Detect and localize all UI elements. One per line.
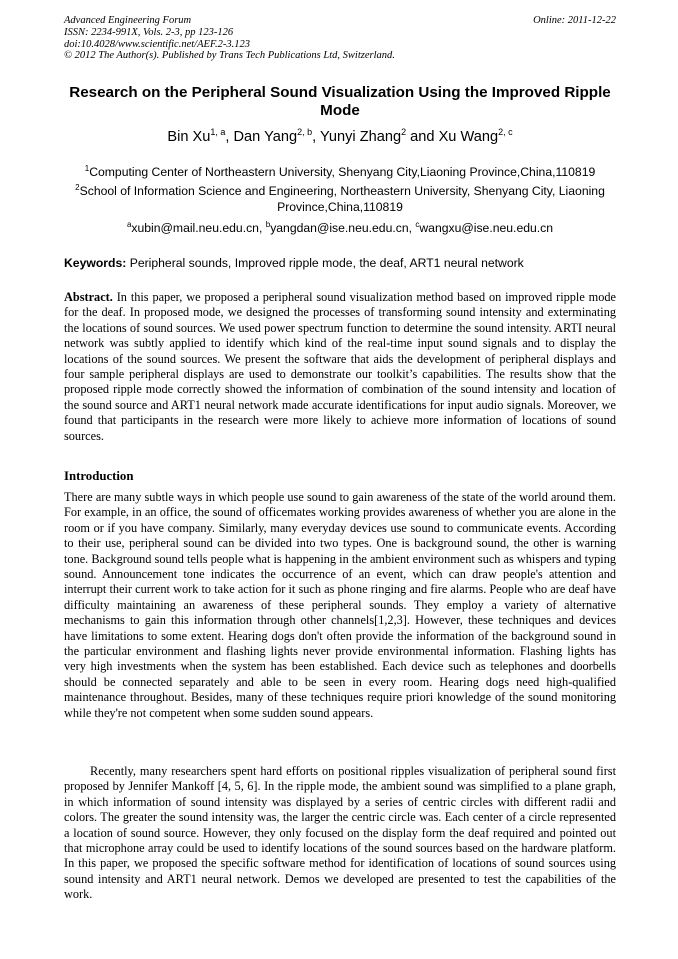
author-name: Dan Yang xyxy=(233,129,298,145)
email-address: yangdan@ise.neu.edu.cn, xyxy=(270,221,416,235)
author-separator: , xyxy=(225,129,234,145)
introduction-paragraph-2: Recently, many researchers spent hard efforts on positional ripples visualization of peripheral sound first proposed by Jennifer Mankoff [4, 5, 6]. In the ripple mode, the ambient sound was simplified to a plane graph, in which information of sound intensity was displayed by a series of centric circles with different radii and colors. The greater the sound intensity was, the larger the centric circle was. Each center of a circle represented a location of sound source. However, they only focused on the display form the deaf required and pointed out that microphone array could be used to identify locations of the sound sources based on the hardware platform. In this paper, we proposed the specific software method for identification of locations of sound sources using sound intensity and ART1 neural network. Demos we developed are presented to test the capabilities of the work. xyxy=(64,764,616,902)
author-name: Yunyi Zhang xyxy=(319,129,402,145)
issn-line: ISSN: 2234-991X, Vols. 2-3, pp 123-126 xyxy=(64,26,234,38)
journal-name: Advanced Engineering Forum xyxy=(64,15,192,26)
abstract xyxy=(64,290,616,444)
author-emails xyxy=(64,220,616,236)
affiliation-2 xyxy=(64,183,616,215)
author-affiliation-mark: 2 xyxy=(401,127,407,137)
keywords-label: Keywords: xyxy=(64,256,127,270)
abstract-label: Abstract. xyxy=(64,290,113,304)
author-separator: , xyxy=(312,129,320,145)
email-mark: a xyxy=(126,220,132,229)
affiliation-text: Computing Center of Northeastern University, Shenyang City,Liaoning Province,China,110819 xyxy=(89,165,596,179)
affiliation-1 xyxy=(64,164,616,180)
email-address: wangxu@ise.neu.edu.cn xyxy=(419,221,554,235)
paper-title: Research on the Peripheral Sound Visualization Using the Improved Ripple Mode xyxy=(69,84,611,119)
affiliation-mark: 2 xyxy=(75,183,80,192)
journal-header xyxy=(64,15,616,62)
author-affiliation-mark: 2, b xyxy=(297,127,313,137)
affiliation-text: School of Information Science and Engineering, Northeastern University, Shenyang City, Liaoning Province,China,110819 xyxy=(79,184,605,214)
affiliation-mark: 1 xyxy=(84,164,90,173)
doi-line: doi:10.4028/www.scientific.net/AEF.2-3.123 xyxy=(64,38,250,50)
section-heading-introduction: Introduction xyxy=(64,469,134,483)
introduction-paragraph-1: There are many subtle ways in which people use sound to gain awareness of the state of the world around them. For example, in an office, the sound of officemates working provides awareness of whether you are alone in the room or if you have company. Similarly, many everyday devices use sound to communicate events. According to their use, peripheral sound can be divided into two types. One is background sound, the other is warning tone. Background sound tells people what is happening in the ambient environment such as whispers and typing sound. Announcement tone indicates the occurrence of an event, which can draw people's attention and interrupt their current work to take action for it such as phone ringing and fire alarms. People who are deaf have difficulty maintaining an awareness of these peripheral sounds. They employ a variety of alternative mechanisms to gain this information through other channels[1,2,3]. However, these techniques and devices have limitations to some extent. Hearing dogs don't often provide the information of the background sound in the particular environment and flashing lights never provide environmental information. Flashing lights has very high investments when the system has been established. Each device such as telephones and doorbells should be connected separately and able to be seen in every room. Hearing dogs need high-qualified maintenance throughout. Besides, many of these techniques require priori knowledge of the sound monitoring while they're not competent when some sudden sound appears. xyxy=(64,490,616,720)
author-name: Xu Wang xyxy=(438,129,499,145)
email-mark: c xyxy=(415,220,420,229)
copyright-line: © 2012 The Author(s). Published by Trans Tech Publications Ltd, Switzerland. xyxy=(64,50,395,62)
email-address: xubin@mail.neu.edu.cn, xyxy=(131,221,266,235)
keywords xyxy=(64,255,616,271)
abstract-text: In this paper, we proposed a peripheral sound visualization method based on improved ripple mode for the deaf. In proposed mode, we designed the processes of transforming sound intensity and exterminating the locations of sound sources. We used power spectrum function to determine the sound intensity. ARTI neural network was subtly applied to identify which kind of the real-time input sound signals and to display the locations of the sound sources. We present the software that aids the development of peripheral displays and four sample peripheral displays are used to demonstrate our toolkit’s capabilities. The results show that the proposed ripple mode correctly showed the information of combination of the sound intensity and location of the sound source and ART1 neural network made accurate identifications for input audio signals. Moreover, we found that participants in the research were more likely to achieve more information of locations of sound sources. xyxy=(64,290,616,443)
online-date: Online: 2011-12-22 xyxy=(533,15,616,26)
author-name: Bin Xu xyxy=(167,129,211,145)
author-list xyxy=(64,128,616,146)
keywords-text: Peripheral sounds, Improved ripple mode, the deaf, ART1 neural network xyxy=(126,256,524,270)
author-affiliation-mark: 2, c xyxy=(498,127,513,137)
email-mark: b xyxy=(265,220,271,229)
author-separator: and xyxy=(406,129,439,145)
author-affiliation-mark: 1, a xyxy=(210,127,226,137)
